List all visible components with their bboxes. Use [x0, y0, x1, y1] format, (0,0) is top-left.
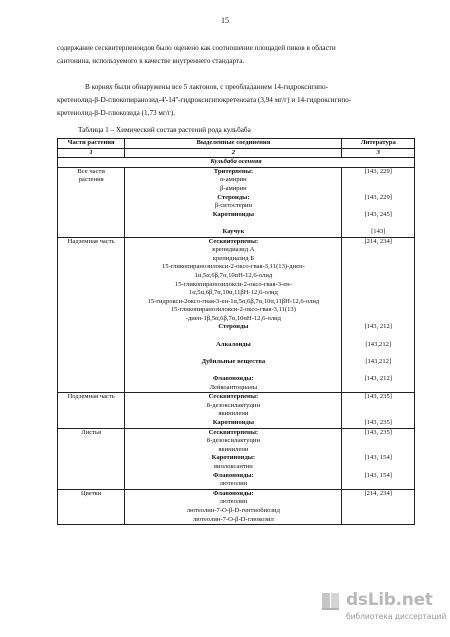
compound-name: виолоксантин [213, 462, 253, 470]
reference-text [344, 332, 412, 341]
compound-name: лютеолин [219, 480, 248, 488]
reference-cell [342, 428, 415, 489]
compound-group-label: Каротиноиды [212, 419, 255, 426]
plant-part-cell [58, 428, 125, 489]
compound-group-label: Флавоноиды: [213, 471, 254, 479]
compound-group-label: Алкалоиды [215, 340, 251, 348]
watermark [320, 590, 445, 630]
compound-name: крепидиазид Б [212, 254, 254, 262]
reference-text [344, 281, 412, 290]
paragraph-1 [57, 42, 415, 68]
compound-name: -диен-1β,5α,6β,7α,10αH-12,6-олид [185, 314, 282, 322]
compound-name: крепидиазид А [212, 246, 255, 254]
reference-text [344, 349, 412, 358]
compound-name: якинилени [218, 445, 249, 453]
compound-group-label: Стероиды [218, 323, 249, 331]
reference-text: [143,212] [365, 357, 392, 365]
compound-group-label: Дубильные вещества [201, 357, 266, 365]
reference-text [344, 402, 412, 411]
table-caption: Таблица 1 – Химический состав растений рода кульбаба [78, 126, 251, 134]
compound-group-label: Сесквитерпены: [208, 237, 259, 245]
plant-part-text: растения [78, 176, 104, 184]
reference-text [344, 446, 412, 455]
compound-name [127, 366, 339, 375]
compound-group-label: Каучук [222, 227, 245, 235]
compounds-cell [125, 393, 342, 428]
compound-name: лютеолин-7-О-β-D-гентиобиозид [186, 506, 280, 514]
reference-text: [143, 235] [364, 393, 392, 401]
compound-group-label: Каротиноиды: [211, 454, 256, 462]
compound-name: Лейкоантоцианы [209, 383, 258, 391]
plant-part-cell [58, 237, 125, 393]
plant-part-text: Подземная часть [67, 393, 115, 401]
table-row [58, 489, 415, 524]
reference-text [344, 315, 412, 324]
column-number: 1 [58, 148, 125, 158]
plant-part-cell [58, 167, 125, 237]
reference-text [344, 437, 412, 446]
compounds-cell [125, 237, 342, 393]
reference-text [344, 246, 412, 255]
paragraph-2 [57, 81, 415, 120]
header-literature: Литература [342, 139, 415, 149]
paragraph-1-line: сантонина, используемого в качестве внутреннего стандарта. [57, 57, 245, 65]
compounds-cell [125, 489, 342, 524]
reference-text: [143, 245] [364, 210, 392, 218]
reference-text [344, 410, 412, 419]
plant-part-text: Все части [77, 167, 105, 175]
plant-part-text: Надземная часть [67, 237, 115, 245]
table-row [58, 428, 415, 489]
header-plant-parts: Части растения [58, 139, 125, 149]
compound-group-label: Стероиды: [217, 193, 250, 201]
table-family-row [58, 158, 415, 168]
compound-name: якинилени [218, 410, 249, 418]
paragraph-2-line: В корнях были обнаружены все 5 лактонов, с преобладанием 14-гидроксигипо- [85, 83, 328, 91]
compound-name: лютеолин [219, 498, 248, 506]
compound-name [127, 219, 339, 228]
plant-part-cell [58, 489, 125, 524]
paragraph-1-line: содержание сесквитерпеноидов было оценено как соотношение площадей пиков в области [57, 44, 336, 52]
compound-group-label: Флавоноиды: [213, 489, 254, 497]
watermark-subtitle: библиотека диссертаций [346, 612, 447, 621]
paragraph-2-line: кретенолид-β-D-глюкопиранозид-4'-14''-гидроксигипокретеноата (3,94 мг/г) и 14-гидроксигипо- [57, 96, 352, 104]
column-number: 3 [342, 148, 415, 158]
reference-text [344, 306, 412, 315]
reference-text: [143, 154] [364, 471, 392, 479]
reference-text: [143, 212] [364, 375, 392, 383]
reference-text [344, 384, 412, 393]
composition-table [57, 138, 415, 525]
reference-text: [143, 229] [364, 167, 392, 175]
reference-cell [342, 489, 415, 524]
compound-group-label: Каротиноиды [212, 210, 255, 218]
reference-text [344, 272, 412, 281]
column-number: 2 [125, 148, 342, 158]
reference-text [344, 289, 412, 298]
plant-part-cell [58, 393, 125, 428]
table-row [58, 237, 415, 393]
compound-name: 15-гликопиранозилокси-2-оксо-гвая-3,11(13)-диен- [161, 263, 305, 271]
reference-text: [143, 235] [364, 428, 392, 436]
watermark-brand: dsLib.net [346, 590, 433, 610]
plant-part-text: Листья [81, 428, 102, 436]
compounds-cell [125, 167, 342, 237]
compound-group-label: Сесквитерпены: [208, 393, 259, 401]
reference-text: [143, 154] [364, 454, 392, 462]
reference-cell [342, 393, 415, 428]
plant-part-text: Цветки [80, 489, 102, 497]
reference-text [344, 255, 412, 264]
reference-text: [143, 212] [364, 323, 392, 331]
reference-text [344, 298, 412, 307]
page-number: 15 [221, 16, 229, 25]
reference-text [344, 480, 412, 489]
reference-cell [342, 167, 415, 237]
reference-text [344, 507, 412, 516]
reference-text: [214, 234] [364, 489, 392, 497]
compound-name: 15-гликопиранозилокси-2-оксо-гвая-3-ен- [174, 280, 292, 288]
compounds-cell [125, 428, 342, 489]
compound-group-label: Флавоноиды: [213, 375, 254, 383]
table-row [58, 393, 415, 428]
table-row [58, 167, 415, 237]
compound-name: 15-гидрокси-2оксо-гвая-3-ен-1α,5α,6β,7α,10α,11βH-12,6-олид [147, 297, 320, 305]
reference-text [344, 463, 412, 472]
reference-cell [342, 237, 415, 393]
compound-group-label: Тритерпены: [213, 167, 254, 175]
reference-text: [143, 235] [364, 419, 392, 426]
reference-text: [143] [371, 227, 386, 235]
family-name: Кульбаба осенняя [58, 158, 415, 168]
reference-text: [143,212] [365, 340, 392, 348]
reference-text [344, 202, 412, 211]
compound-name: 1α,5α,6β,7α,10α,11βH-12,6-олид [188, 289, 278, 297]
reference-text [344, 176, 412, 185]
reference-text [344, 185, 412, 194]
compound-name: β-ситостерин [214, 202, 253, 210]
compound-name: лютеолин-7-О-β-D-глюкозил [192, 515, 274, 523]
compound-name: β-амирин [220, 184, 247, 192]
reference-text [344, 366, 412, 375]
reference-text [344, 498, 412, 507]
compound-name: 8-дезоксилактуцин [206, 401, 260, 409]
compound-name: 15-гликопиранозилокси-2-оксо-гвая-3,11(13) [170, 306, 296, 314]
header-compounds: Выделенные соединения [125, 139, 342, 149]
compound-name [127, 349, 339, 358]
compound-name: 8-дезоксилактуцин [206, 437, 260, 445]
compound-name [127, 332, 339, 341]
compound-name: α-амирин [220, 176, 247, 184]
table-header-row [58, 139, 415, 149]
reference-text [344, 263, 412, 272]
reference-text [344, 516, 412, 525]
reference-text [344, 219, 412, 228]
table-body [58, 167, 415, 524]
reference-text: [143, 229] [364, 193, 392, 201]
compound-name: 1α,5α,6β,7α,10αH-12,6-олид [194, 271, 273, 279]
compound-group-label: Сесквитерпены: [208, 428, 259, 436]
reference-text: [214, 234] [364, 237, 392, 245]
table-column-numbers [58, 148, 415, 158]
paragraph-2-line: кретенолид-β-D-глюкозида (1,73 мг/г). [57, 109, 176, 117]
book-logo-icon [320, 590, 342, 612]
